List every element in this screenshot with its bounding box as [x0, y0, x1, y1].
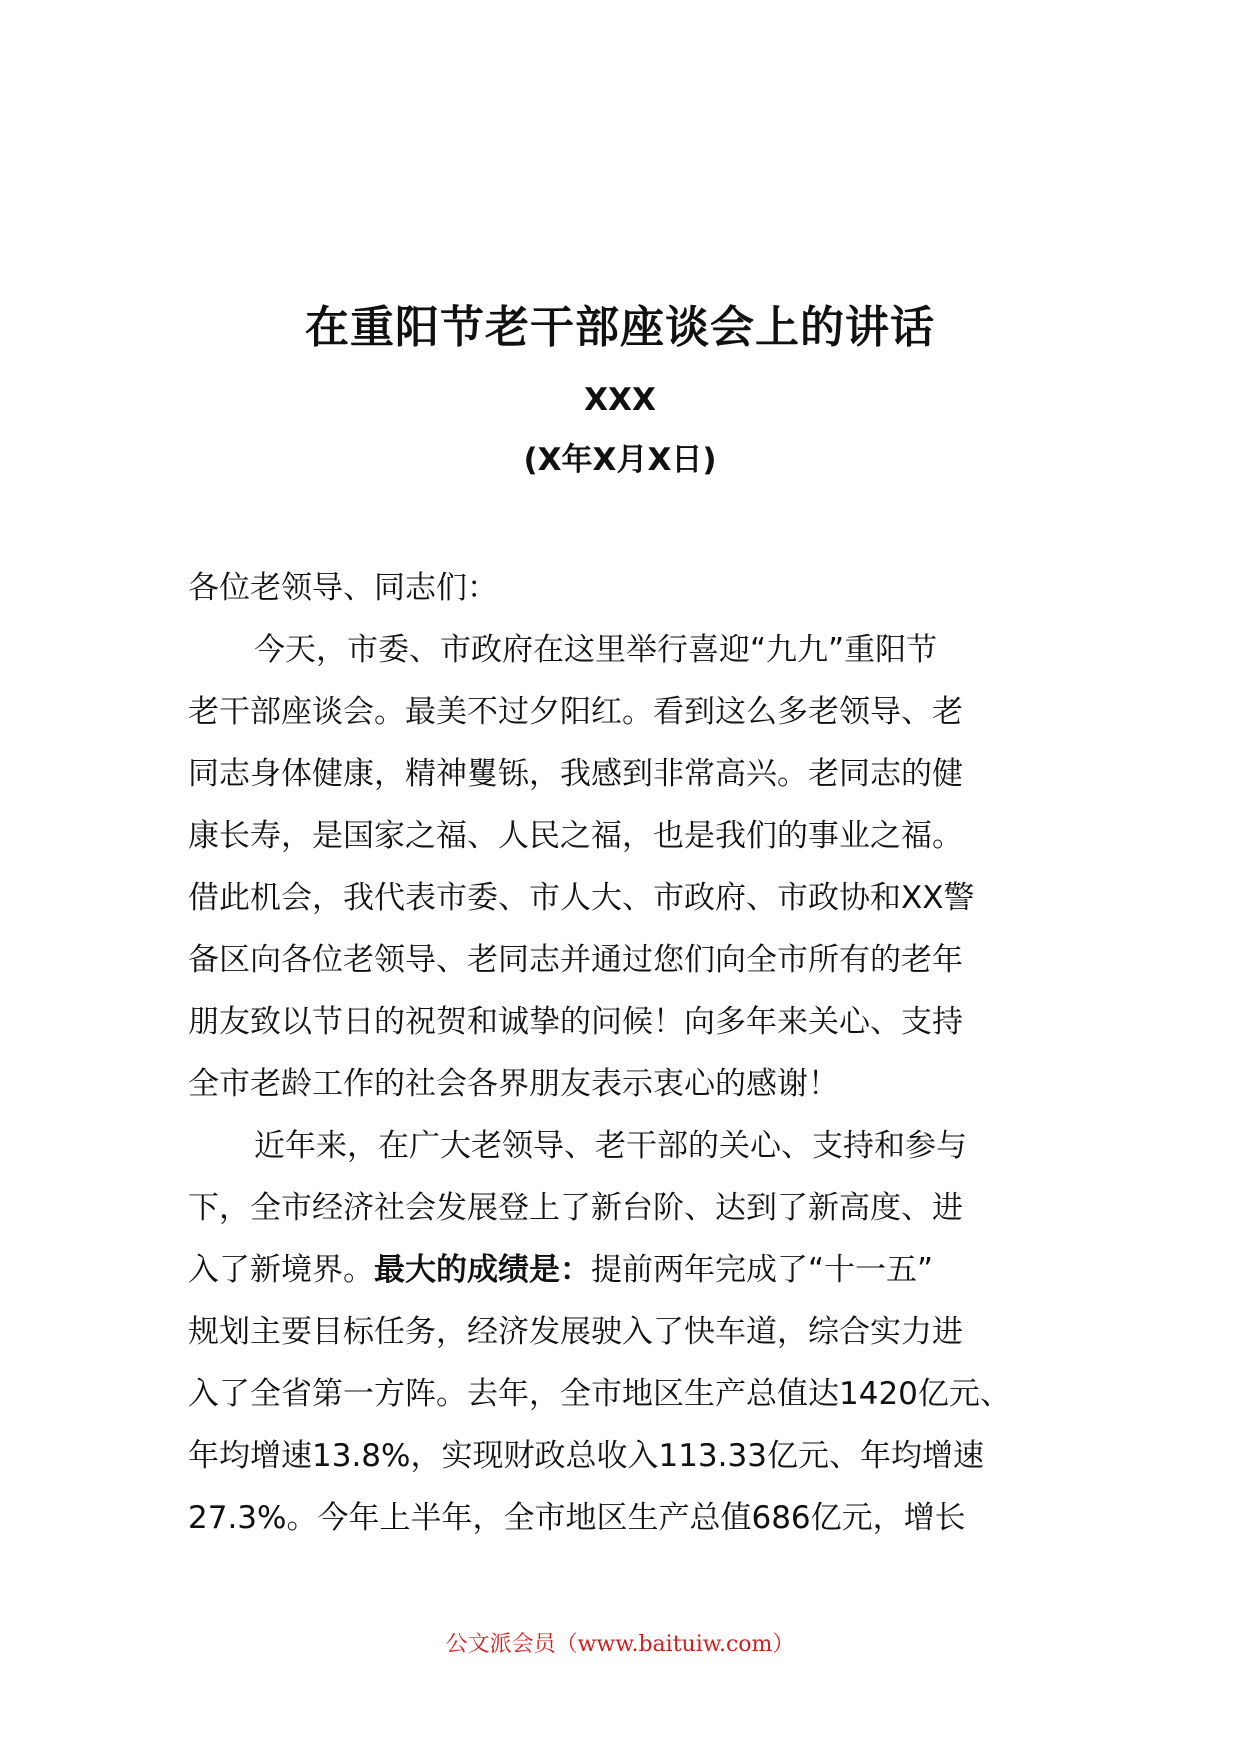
- paragraph-1-line-7: 朋友致以节日的祝贺和诚挚的问候！向多年来关心、支持: [188, 1004, 963, 1040]
- paragraph-2-line-4: 规划主要目标任务，经济发展驶入了快车道，综合实力进: [188, 1314, 963, 1350]
- paragraph-1-line-1: 今天，市委、市政府在这里举行喜迎“九九”重阳节: [254, 632, 938, 668]
- paragraph-2-line-3-end: 提前两年完成了“十一五”: [591, 1252, 934, 1288]
- document-author: XXX: [584, 382, 656, 418]
- paragraph-2-line-2: 下，全市经济社会发展登上了新台阶、达到了新高度、进: [188, 1190, 963, 1226]
- paragraph-1-line-4: 康长寿，是国家之福、人民之福，也是我们的事业之福。: [188, 818, 963, 854]
- salutation: 各位老领导、同志们：: [188, 570, 498, 606]
- document-date: (X年X月X日): [523, 442, 717, 478]
- highlight-biggest-achievement: 最大的成绩是：: [374, 1252, 591, 1288]
- paragraph-2-line-6: 年均增速13.8%，实现财政总收入113.33亿元、年均增速: [188, 1438, 984, 1474]
- paragraph-2-line-1: 近年来，在广大老领导、老干部的关心、支持和参与: [254, 1128, 967, 1164]
- paragraph-1-line-6: 备区向各位老领导、老同志并通过您们向全市所有的老年: [188, 942, 963, 978]
- paragraph-2-line-3-start: 入了新境界。: [188, 1252, 374, 1288]
- paragraph-2-line-7: 27.3%。今年上半年，全市地区生产总值686亿元，增长: [188, 1500, 966, 1536]
- paragraph-1-line-8: 全市老龄工作的社会各界朋友表示衷心的感谢！: [188, 1066, 839, 1102]
- paragraph-2-line-5: 入了全省第一方阵。去年，全市地区生产总值达1420亿元、: [188, 1376, 1011, 1412]
- paragraph-2-line-3: [188, 1250, 1068, 1290]
- paragraph-1-line-2: 老干部座谈会。最美不过夕阳红。看到这么多老领导、老: [188, 694, 963, 730]
- paragraph-1-line-3: 同志身体健康，精神矍铄，我感到非常高兴。老同志的健: [188, 756, 963, 792]
- footer-watermark: 公文派会员（www.baituiw.com）: [445, 1632, 795, 1657]
- document-title: 在重阳节老干部座谈会上的讲话: [305, 302, 935, 353]
- paragraph-1-line-5: 借此机会，我代表市委、市人大、市政府、市政协和XX警: [188, 880, 975, 916]
